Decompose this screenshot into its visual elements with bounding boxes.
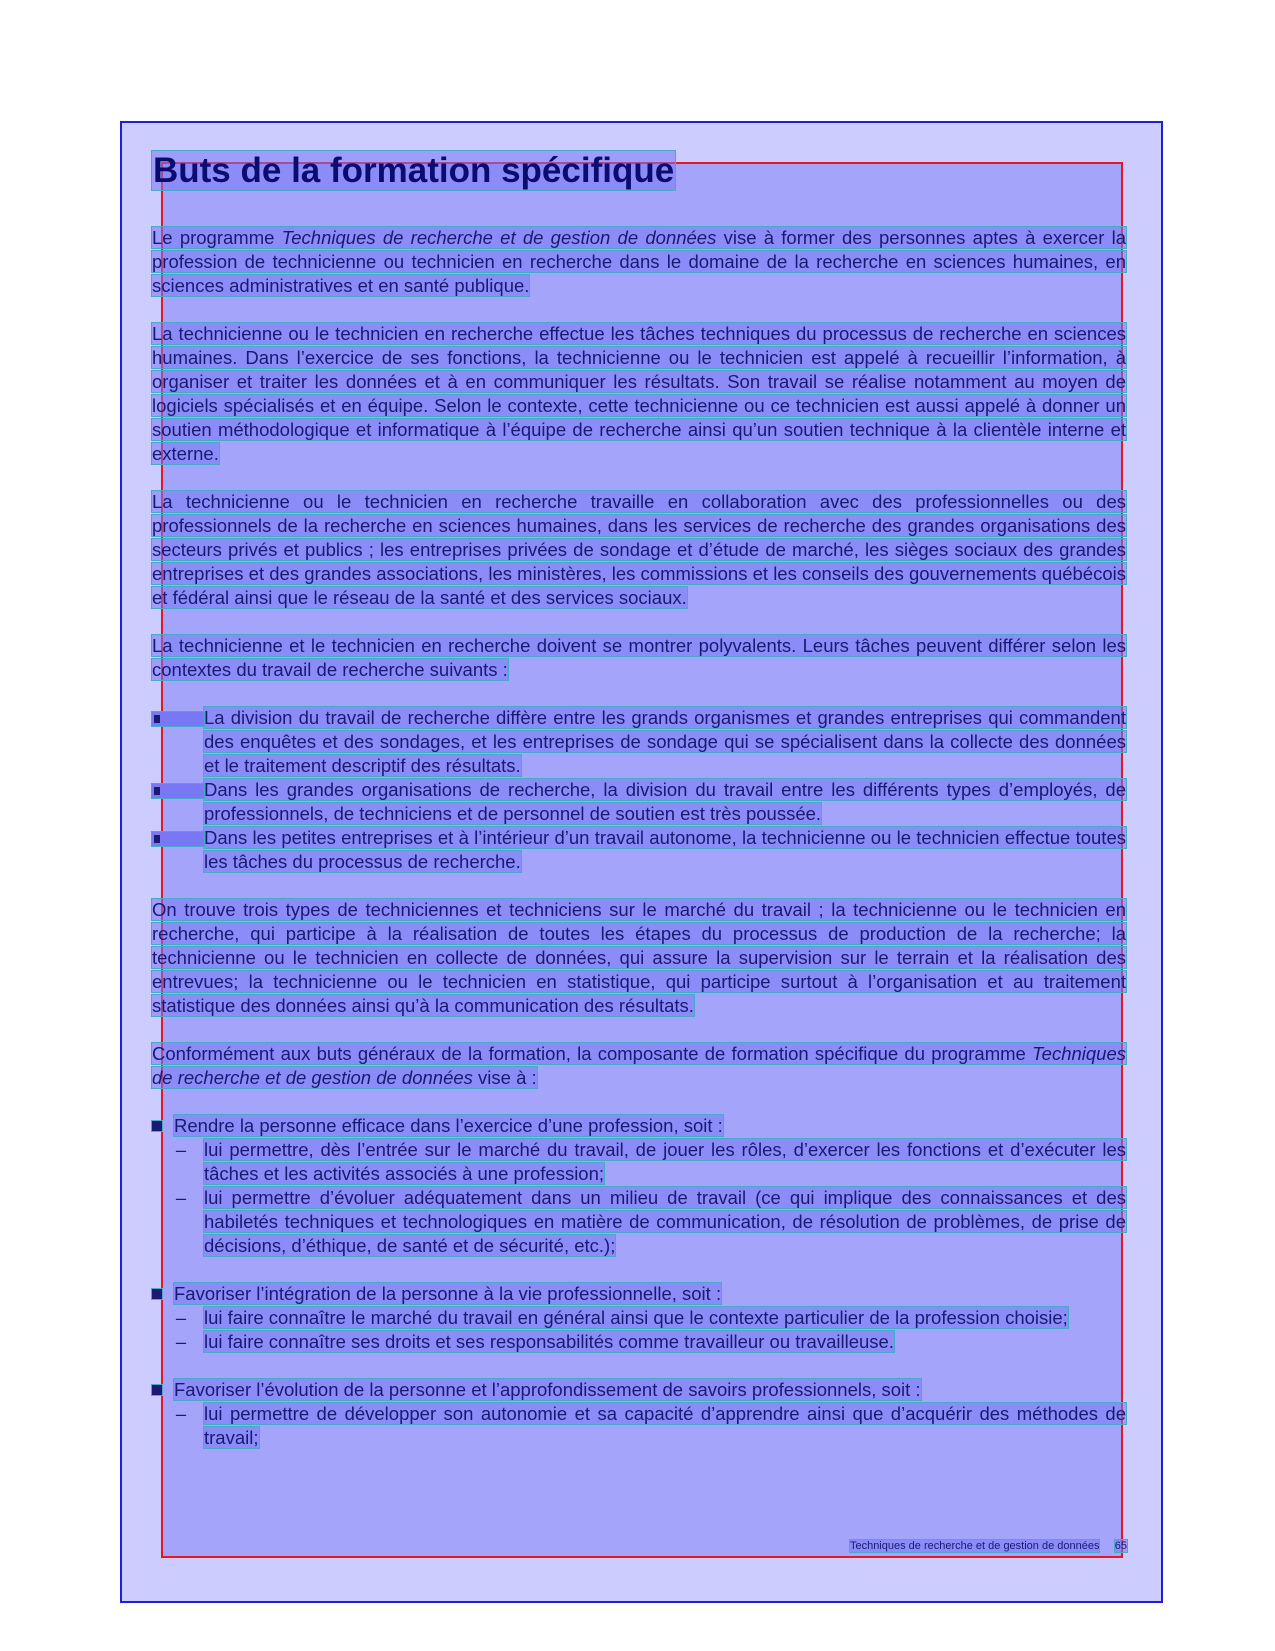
goal-sub-item-text: lui permettre de développer son autonomie et sa capacité d’apprendre ainsi que d’acquérir des méthodes de travail; xyxy=(204,1403,1126,1448)
bullet-icon xyxy=(152,784,204,798)
goal-heading-text: Favoriser l’intégration de la personne à la vie professionnelle, soit : xyxy=(174,1283,722,1304)
paragraph-5 xyxy=(152,898,1126,1018)
list-item-text: La division du travail de recherche diffère entre les grands organismes et grandes entreprises qui commandent des enquêtes et des sondages, et les entreprises de sondage qui se spécialisent dans la collecte des données et le traitement descriptif des résultats. xyxy=(204,707,1126,776)
list-item-text: Dans les petites entreprises et à l’intérieur d’un travail autonome, la technicienne ou le technicien effectue toutes les tâches du processus de recherche. xyxy=(204,827,1126,872)
program-name: Techniques de recherche et de gestion de données xyxy=(152,1043,1126,1088)
dash-icon: – xyxy=(175,1403,187,1424)
paragraph-6-prefix: Conformément aux buts généraux de la formation, la composante de formation spécifique du programme xyxy=(152,1043,1033,1064)
paragraph-3-text: La technicienne ou le technicien en recherche travaille en collaboration avec des professionnelles ou des professionnels de la recherche en sciences humaines, dans les services de recherche des grandes organisations des secteurs privés et publics ; les entreprises privées de sondage et d’étude de marché, les sièges sociaux des grandes entreprises et des grandes associations, les ministères, les commissions et les conseils des gouvernements québécois et fédéral ainsi que le réseau de la santé et des services sociaux. xyxy=(152,491,1126,608)
contexts-list xyxy=(152,706,1126,874)
goal-sub-item-text: lui faire connaître le marché du travail en général ainsi que le contexte particulier de la profession choisie; xyxy=(204,1307,1068,1328)
paragraph-3 xyxy=(152,490,1126,610)
goal-sub-item-text: lui faire connaître ses droits et ses responsabilités comme travailleur ou travailleuse. xyxy=(204,1331,894,1352)
goal-group xyxy=(152,1378,1126,1450)
goal-heading xyxy=(152,1378,1126,1402)
goal-group xyxy=(152,1114,1126,1258)
goal-group xyxy=(152,1282,1126,1354)
paragraph-4-text: La technicienne et le technicien en recherche doivent se montrer polyvalents. Leurs tâches peuvent différer selon les contextes du travail de recherche suivants : xyxy=(152,635,1126,680)
goal-sub-item xyxy=(152,1186,1126,1258)
goal-heading-text: Favoriser l’évolution de la personne et l’approfondissement de savoirs professionnels, soit : xyxy=(174,1379,921,1400)
page-footer xyxy=(850,1540,1127,1552)
bullet-icon xyxy=(152,1289,162,1299)
goal-sub-item xyxy=(152,1330,1126,1354)
paragraph-2 xyxy=(152,322,1126,466)
footer-text: Techniques de recherche et de gestion de données xyxy=(849,1540,1100,1552)
paragraph-5-text: On trouve trois types de techniciennes et techniciens sur le marché du travail ; la technicienne ou le technicien en recherche, qui participe à la réalisation de toutes les étapes du processus de production de la recherche; la technicienne ou le technicien en collecte de données, qui assure la supervision sur le terrain et la réalisation des entrevues; la technicienne ou le technicien en statistique, qui participe surtout à l’organisation et au traitement statistique des données ainsi qu’à la communication des résultats. xyxy=(152,899,1126,1016)
document-body xyxy=(152,150,1126,1474)
goal-heading-text: Rendre la personne efficace dans l’exercice d’une profession, soit : xyxy=(174,1115,723,1136)
goal-heading xyxy=(152,1282,1126,1306)
bullet-icon xyxy=(152,832,204,846)
intro-suffix: vise à former des personnes aptes à exercer la profession de technicienne ou technicien en recherche dans le domaine de la recherche en sciences humaines, en sciences administratives et en santé publique. xyxy=(152,227,1127,296)
dash-icon: – xyxy=(175,1307,187,1328)
intro-prefix: Le programme xyxy=(152,227,282,248)
list-item xyxy=(152,826,1126,874)
goal-sub-item-text: lui permettre d’évoluer adéquatement dans un milieu de travail (ce qui implique des connaissances et des habiletés techniques et technologiques en matière de communication, de résolution de problèmes, de prise de décisions, d’éthique, de santé et de sécurité, etc.); xyxy=(204,1187,1126,1256)
goal-sub-item xyxy=(152,1138,1126,1186)
goal-sub-item xyxy=(152,1306,1126,1330)
dash-icon: – xyxy=(175,1139,187,1160)
bullet-icon xyxy=(152,1121,162,1131)
paragraph-6 xyxy=(152,1042,1126,1090)
program-name: Techniques de recherche et de gestion de données xyxy=(281,227,717,248)
goal-sub-item-text: lui permettre, dès l’entrée sur le marché du travail, de jouer les rôles, d’exercer les fonctions et d’exécuter les tâches et les activités associés à une profession; xyxy=(204,1139,1126,1184)
bullet-icon xyxy=(152,712,204,726)
paragraph-4 xyxy=(152,634,1126,682)
dash-icon: – xyxy=(175,1187,187,1208)
goal-heading xyxy=(152,1114,1126,1138)
bullet-icon xyxy=(152,1385,162,1395)
page-title-text: Buts de la formation spécifique xyxy=(153,151,675,190)
dash-icon: – xyxy=(175,1331,187,1352)
list-item xyxy=(152,706,1126,778)
page-number: 65 xyxy=(1114,1540,1127,1552)
list-item xyxy=(152,778,1126,826)
list-item-text: Dans les grandes organisations de recherche, la division du travail entre les différents types d’employés, de professionnels, de techniciens et de personnel de soutien est très poussée. xyxy=(204,779,1126,824)
goal-sub-item xyxy=(152,1402,1126,1450)
paragraph-2-text: La technicienne ou le technicien en recherche effectue les tâches techniques du processus de recherche en sciences humaines. Dans l’exercice de ses fonctions, la technicienne ou le technicien est appelé à recueillir l’information, à organiser et traiter les données et à en communiquer les résultats. Son travail se réalise notamment au moyen de logiciels spécialisés et en équipe. Selon le contexte, cette technicienne ou ce technicien est aussi appelé à donner un soutien méthodologique et informatique à l’équipe de recherche ainsi qu’un soutien technique à la clientèle interne et externe. xyxy=(152,323,1126,464)
paragraph-6-suffix: vise à : xyxy=(472,1067,537,1088)
intro-paragraph xyxy=(152,226,1126,298)
page-title xyxy=(152,150,1126,192)
